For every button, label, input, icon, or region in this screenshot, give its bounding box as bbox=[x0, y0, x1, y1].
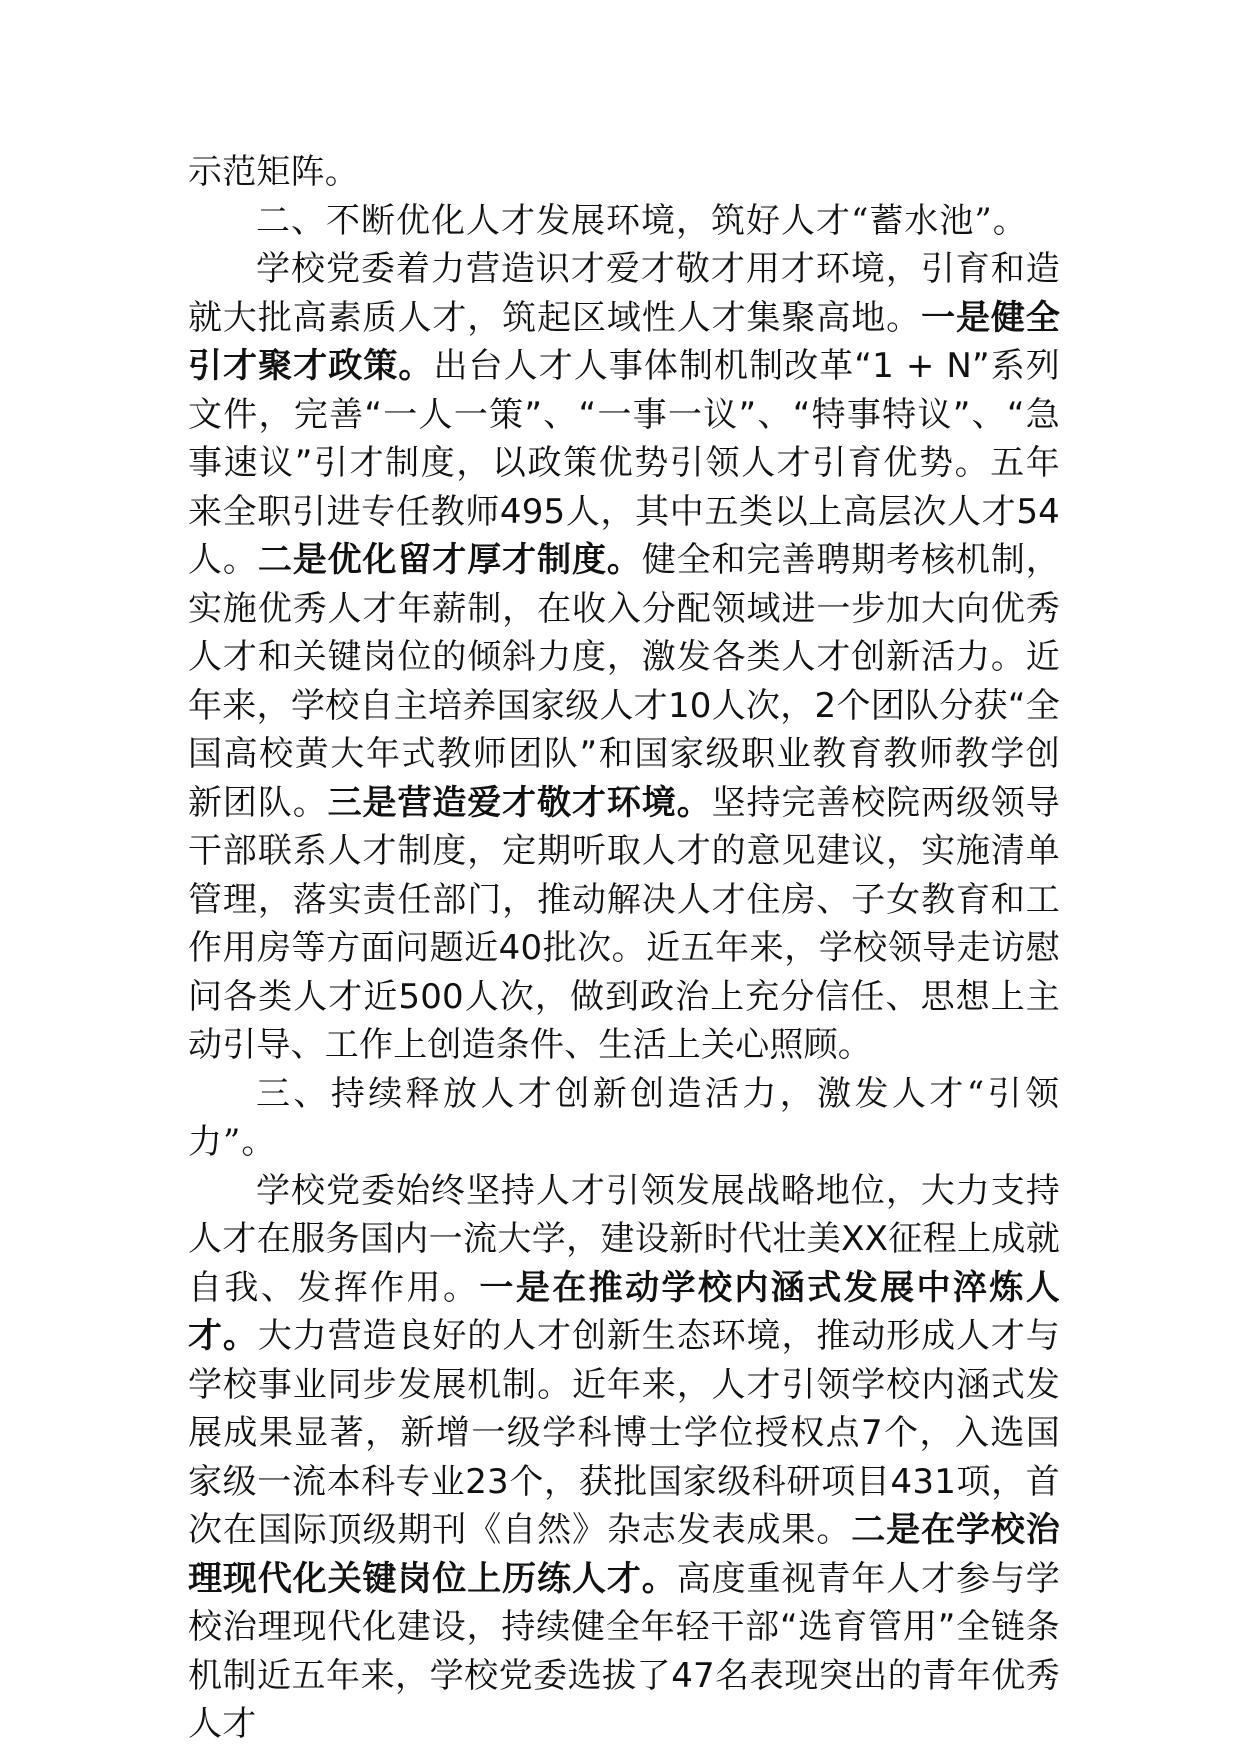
body-text: 坚持完善校院两级领导干部联系人才制度，定期听取人才的意见建议，实施清单管理，落实责任部门，推动解决人才住房、子女教育和工作用房等方面问题近40批次。近五年来，学校领导走访慰问各类人才近500人次，做到政治上充分信任、思想上主动引导、工作上创造条件、生活上关心照顾。 bbox=[188, 782, 1060, 1065]
paragraph-section-2 bbox=[188, 245, 1060, 1070]
body-text: 大力营造良好的人才创新生态环境，推动形成人才与学校事业同步发展机制。近年来，人才引领学校内涵式发展成果显著，新增一级学科博士学位授权点7个，入选国家级一流本科专业23个，获批国家级科研项目431项，首次在国际顶级期刊《自然》杂志发表成果。 bbox=[188, 1316, 1060, 1550]
document-page bbox=[188, 148, 1060, 1749]
bold-point-2: 二是在学校治理现代化关键岗位上历练人才。 bbox=[188, 1510, 1060, 1599]
body-text: 出台人才人事体制机制改革“1 + N”系列文件，完善“一人一策”、“一事一议”、“特事特议”、“急事速议”引才制度，以政策优势引领人才引育优势。五年来全职引进专任教师495人，其中五类以上高层次人才54人。 bbox=[188, 346, 1060, 580]
paragraph-fragment: 示范矩阵。 bbox=[188, 152, 359, 192]
bold-point-2: 二是优化留才厚才制度。 bbox=[257, 540, 642, 580]
body-text: 学校党委着力营造识才爱才敬才用才环境，引育和造就大批高素质人才，筑起区域性人才集聚高地。 bbox=[188, 249, 1060, 338]
body-text: 高度重视青年人才参与学校治理现代化建设，持续健全年轻干部“选育管用”全链条机制近五年来，学校党委选拔了47名表现突出的青年优秀人才 bbox=[188, 1558, 1060, 1744]
paragraph-section-3 bbox=[188, 1167, 1060, 1749]
section-heading-3: 三、持续释放人才创新创造活力，激发人才“引领力”。 bbox=[188, 1073, 1060, 1162]
bold-point-1: 一是健全引才聚才政策。 bbox=[188, 297, 1060, 386]
bold-point-3: 三是营造爱才敬才环境。 bbox=[327, 782, 712, 823]
section-heading-2: 二、不断优化人才发展环境，筑好人才“蓄水池”。 bbox=[256, 200, 1028, 241]
bold-point-1: 一是在推动学校内涵式发展中淬炼人才。 bbox=[188, 1267, 1060, 1356]
body-text: 学校党委始终坚持人才引领发展战略地位，大力支持人才在服务国内一流大学，建设新时代壮美XX征程上成就自我、发挥作用。 bbox=[188, 1170, 1060, 1308]
body-text: 健全和完善聘期考核机制，实施优秀人才年薪制，在收入分配领域进一步加大向优秀人才和关键岗位的倾斜力度，激发各类人才创新活力。近年来，学校自主培养国家级人才10人次，2个团队分获“全国高校黄大年式教师团队”和国家级职业教育教师教学创新团队。 bbox=[188, 540, 1060, 823]
